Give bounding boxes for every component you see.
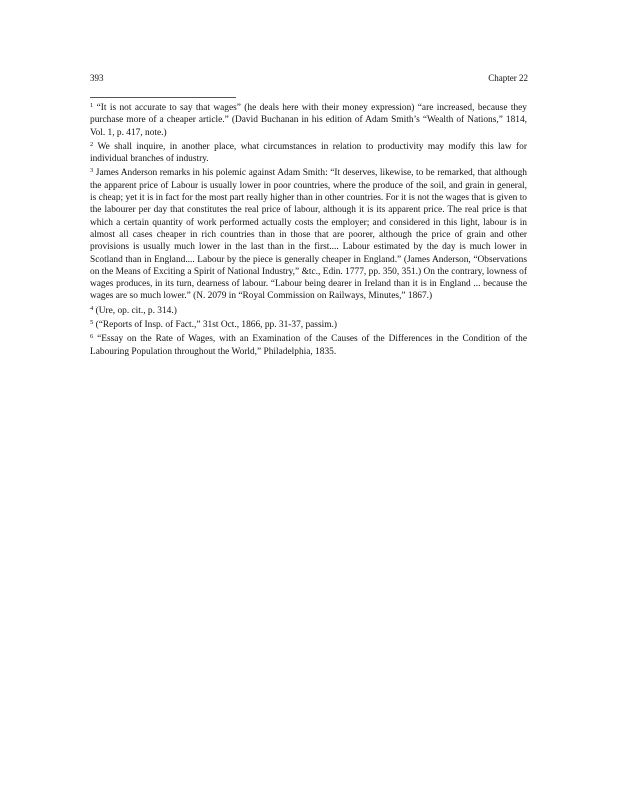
footnotes-section	[90, 102, 527, 360]
footnote-number: 3	[90, 167, 94, 175]
page-number: 393	[90, 73, 104, 83]
footnote-number: 2	[90, 140, 94, 148]
footnote-text: (“Reports of Insp. of Fact.,” 31st Oct., 1866, pp. 31-37, passim.)	[93, 320, 337, 331]
footnote-text: We shall inquire, in another place, what circumstances in relation to productivity may modify this law for individual branches of industry.	[90, 141, 527, 165]
footnote-number: 5	[90, 319, 94, 327]
footnote-text: James Anderson remarks in his polemic against Adam Smith: “It deserves, likewise, to be remarked, that although the apparent price of Labour is usually lower in poor countries, where the produce of the soil, and grain in general, is cheap; yet it is in fact for the most part really higher than in other countries. For it is not the wages that is given to the labourer per day that constitutes the real price of labour, although it is its apparent price. The real price is that which a certain quantity of work performed actually costs the employer; and considered in this light, labour is in almost all cases cheaper in rich countries than in those that are poorer, although the price of grain and other provisions is usually much lower in the last than in the first.... Labour estimated by the day is much lower in Scotland than in England.... Labour by the piece is generally cheaper in England.” (James Anderson, “Observations on the Means of Exciting a Spirit of National Industry,” &tc., Edin. 1777, pp. 350, 351.) On the contrary, lowness of wages produces, in its turn, dearness of labour. “Labour being dearer in Ireland than it is in England ... because the wages are so much lower.” (N. 2079 in “Royal Commission on Railways, Minutes,” 1867.)	[90, 168, 527, 302]
chapter-label: Chapter 22	[488, 73, 528, 83]
footnote-3	[90, 167, 527, 302]
footnote-number: 1	[90, 102, 94, 109]
footnote-number: 6	[90, 333, 94, 341]
footnote-number: 4	[90, 304, 94, 312]
footnote-2	[90, 141, 527, 166]
footnote-4	[90, 305, 527, 317]
footnote-text: “It is not accurate to say that wages” (he deals here with their money expression) “are increased, because they purchase more of a cheaper article.” (David Buchanan in his edition of Adam Smith’s “Wealth of Nations,” 1814, Vol. 1, p. 417, note.)	[90, 103, 527, 138]
footnote-5	[90, 319, 527, 331]
footnote-separator	[90, 97, 236, 98]
footnote-text: (Ure, op. cit., p. 314.)	[93, 305, 177, 316]
footnote-text: “Essay on the Rate of Wages, with an Examination of the Causes of the Differences in the Condition of the Labouring Population throughout the World,” Philadelphia, 1835.	[90, 334, 527, 357]
footnote-1	[90, 102, 527, 139]
footnote-6	[90, 333, 527, 358]
